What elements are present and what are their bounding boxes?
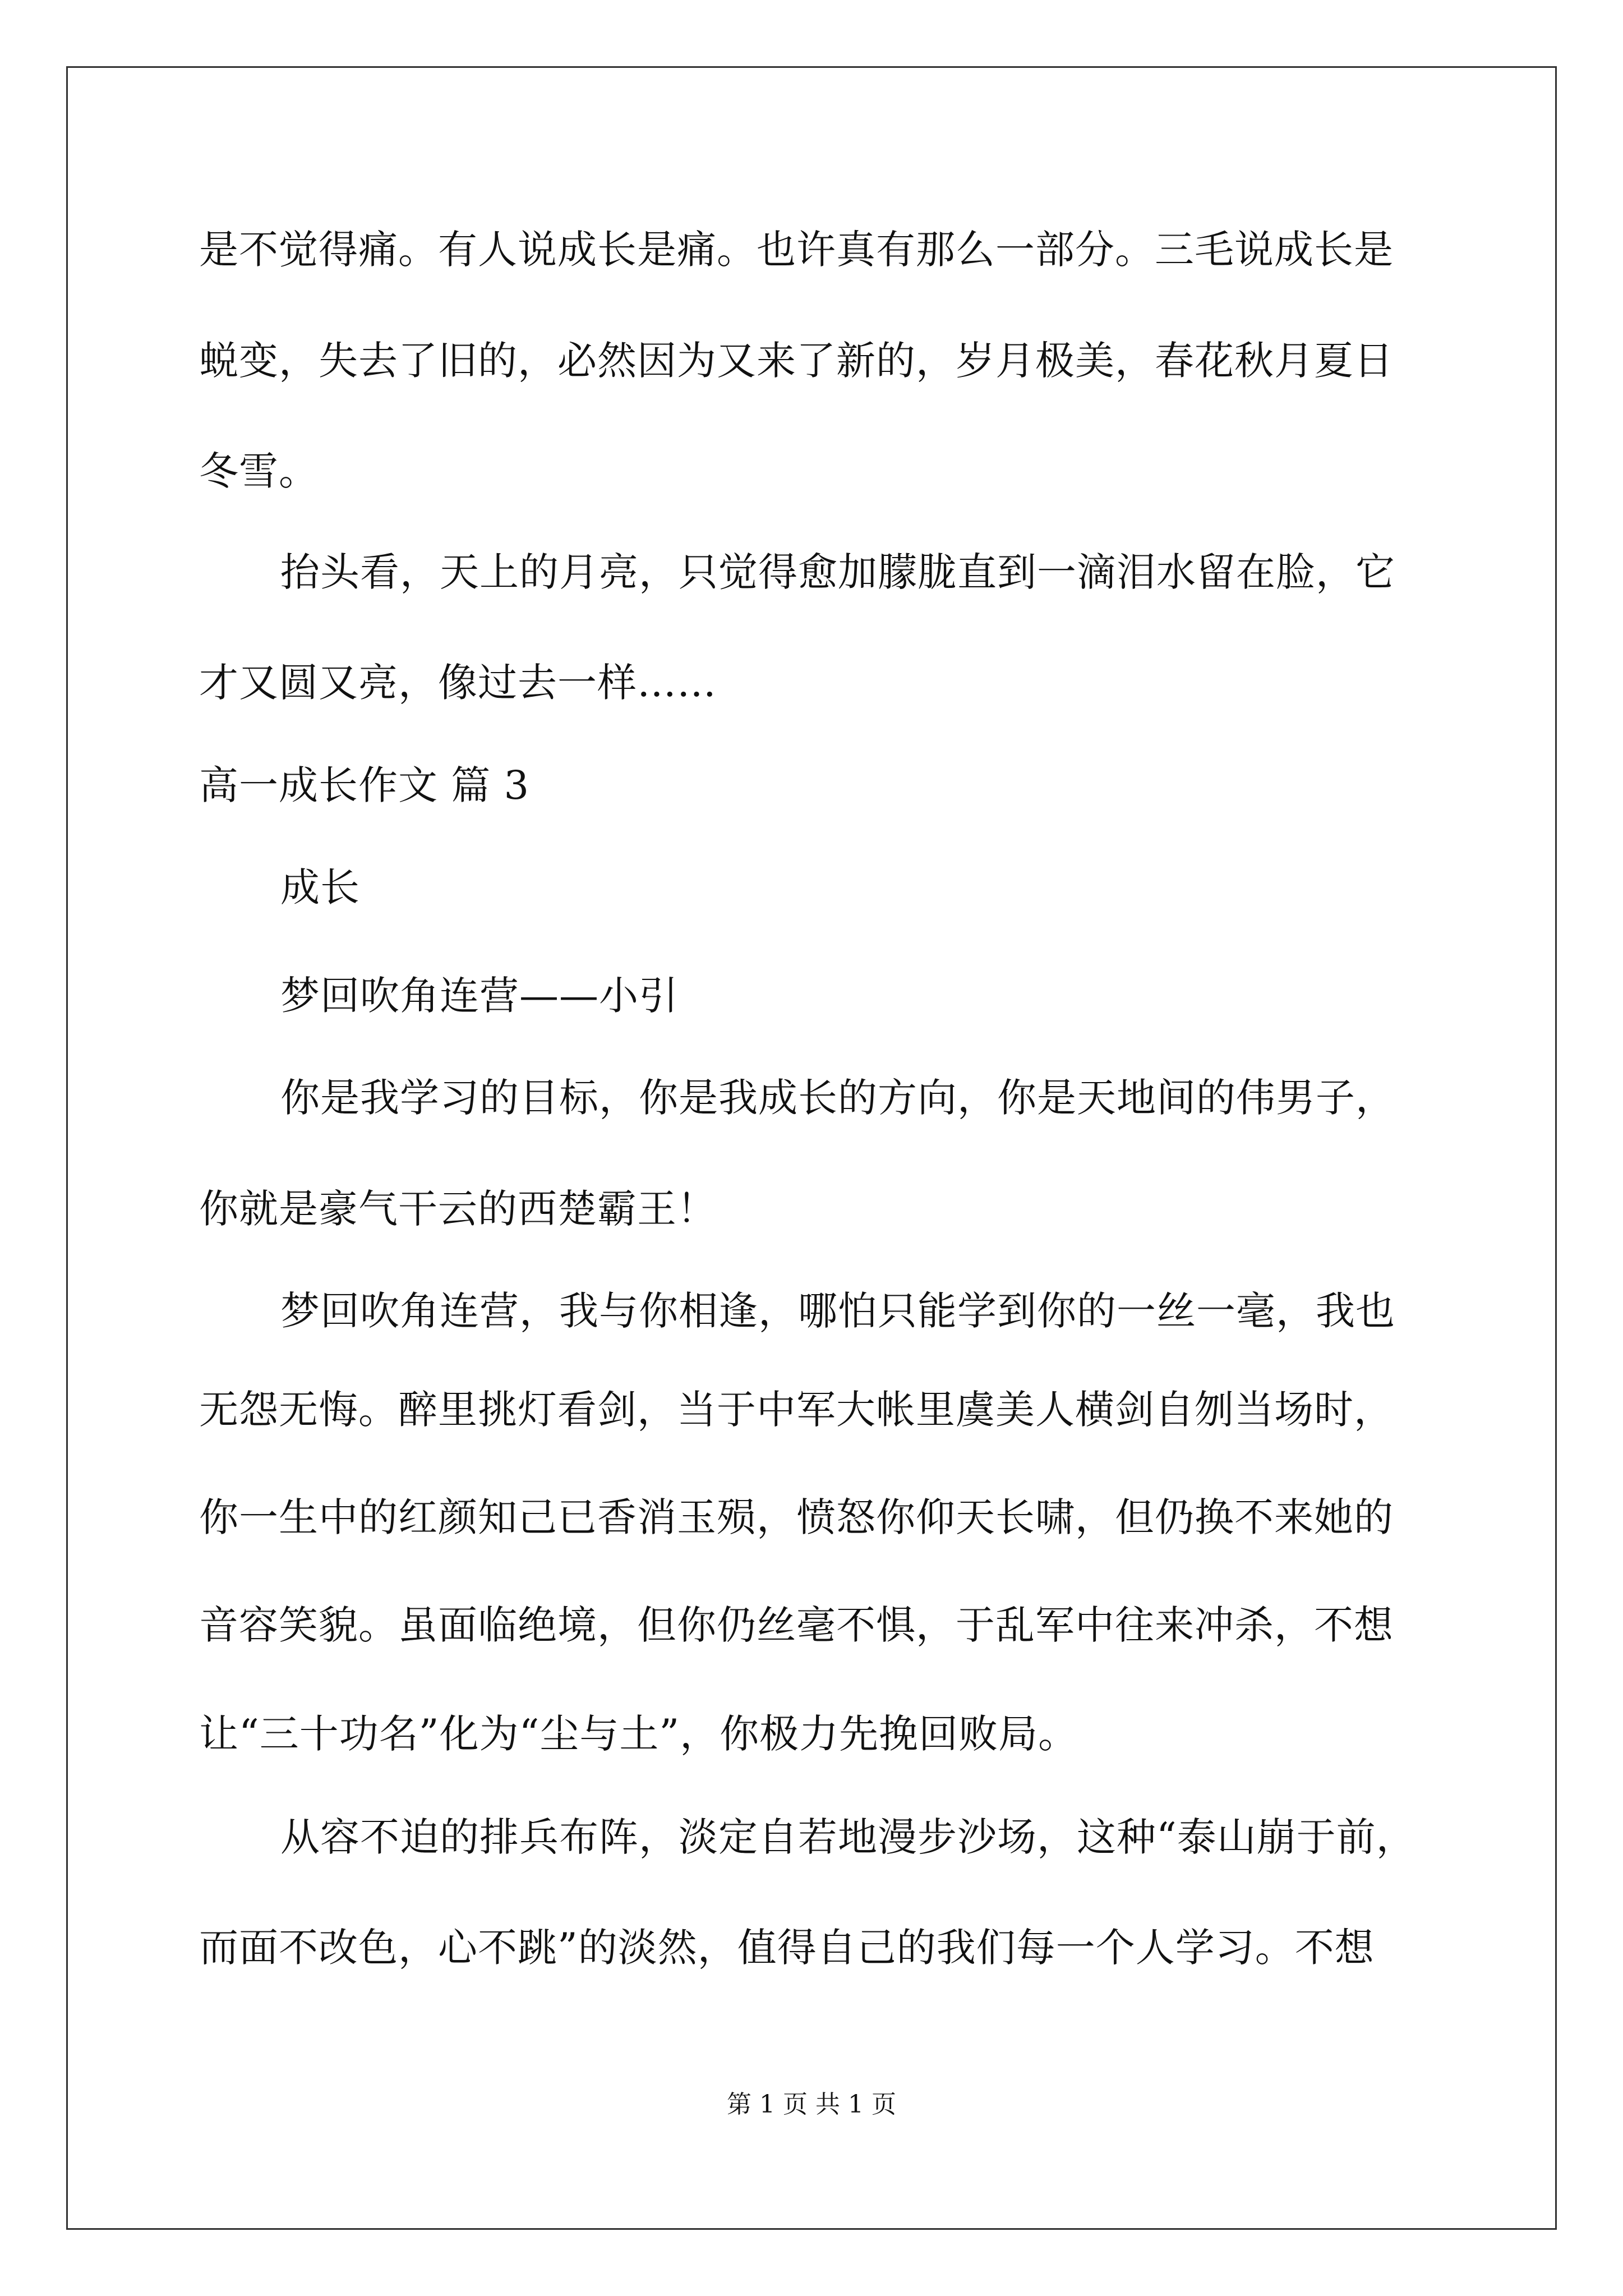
text-line: 冬雪。 — [199, 448, 319, 494]
text-line: 你一生中的红颜知己已香消玉殒，愤怒你仰天长啸，但仍换不来她的 — [199, 1494, 1394, 1540]
text-line: 蜕变，失去了旧的，必然因为又来了新的，岁月极美，春花秋月夏日 — [199, 338, 1394, 384]
paragraph-start: 抬头看，天上的月亮，只觉得愈加朦胧直到一滴泪水留在脸，它 — [280, 549, 1395, 595]
text-line: 无怨无悔。醉里挑灯看剑，当于中军大帐里虞美人横剑自刎当场时， — [199, 1387, 1394, 1433]
section-heading: 高一成长作文 篇 3 — [199, 762, 530, 808]
essay-title: 成长 — [280, 864, 360, 910]
paragraph-start: 梦回吹角连营，我与你相逢，哪怕只能学到你的一丝一毫，我也 — [280, 1288, 1395, 1334]
paragraph-start: 从容不迫的排兵布阵，淡定自若地漫步沙场，这种“泰山崩于前， — [280, 1814, 1416, 1860]
text-line: 音容笑貌。虽面临绝境，但你仍丝毫不惧，于乱军中往来冲杀，不想 — [199, 1602, 1394, 1648]
text-line: 让“三十功名”化为“尘与土”，你极力先挽回败局。 — [199, 1711, 1078, 1757]
text-line: 你就是豪气干云的西楚霸王！ — [199, 1186, 717, 1232]
text-line: 而面不改色，心不跳”的淡然，值得自己的我们每一个人学习。不想 — [199, 1925, 1375, 1971]
text-line: 才又圆又亮，像过去一样…… — [199, 660, 717, 706]
page-footer: 第 1 页 共 1 页 — [727, 2090, 896, 2119]
essay-subtitle: 梦回吹角连营——小引 — [280, 973, 679, 1019]
paragraph-start: 你是我学习的目标，你是我成长的方向，你是天地间的伟男子， — [280, 1075, 1395, 1121]
text-line: 是不觉得痛。有人说成长是痛。也许真有那么一部分。三毛说成长是 — [199, 227, 1394, 273]
page-border — [66, 66, 1557, 2230]
